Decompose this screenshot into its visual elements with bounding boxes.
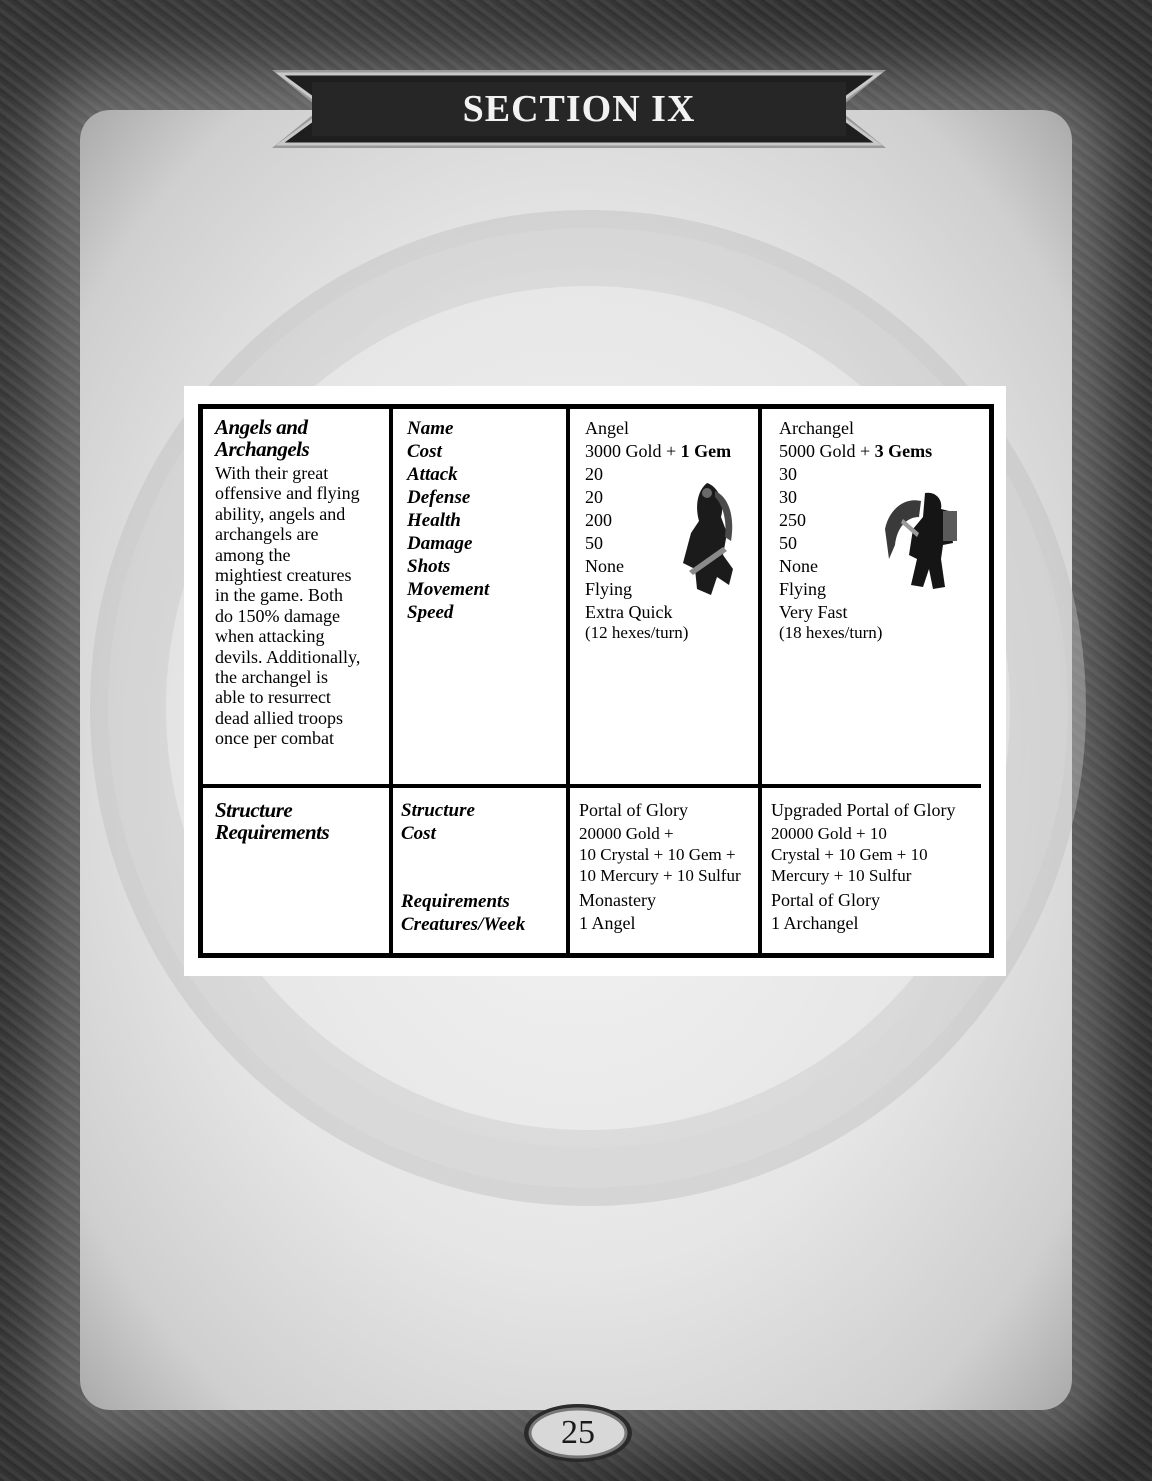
creature-movement: Flying	[779, 579, 827, 599]
description-line: the archangel is	[215, 667, 328, 688]
description-line: With their great	[215, 463, 329, 483]
description-line: among the	[215, 544, 291, 565]
stat-label-speed: Speed	[407, 602, 454, 623]
description-line: when attacking	[215, 626, 325, 647]
intro-title-line: Angels and	[215, 415, 308, 439]
description-line: ability, angels and	[215, 503, 346, 524]
creature-damage: 50	[585, 533, 603, 553]
creature-attack: 20	[585, 464, 603, 484]
creature-damage: 50	[779, 533, 797, 553]
description-line: devils. Additionally,	[215, 646, 361, 667]
creature-health: 250	[779, 510, 806, 530]
creature-cost	[585, 440, 757, 463]
angel-sprite-icon	[677, 477, 739, 601]
archangel-sprite-icon	[879, 489, 963, 593]
structure-creatures-week: 1 Angel	[579, 913, 636, 933]
page-number: 25	[561, 1414, 595, 1451]
structure-cost-line: Crystal + 10 Gem + 10	[771, 845, 928, 864]
creature-speed: Very Fast	[779, 602, 848, 622]
description-line: able to resurrect	[215, 687, 331, 708]
cost-prefix: 3000 Gold +	[585, 441, 681, 461]
creature-name: Archangel	[779, 418, 854, 438]
upgraded-portal-of-glory-cell	[771, 799, 985, 935]
structure-cost-line: 10 Crystal + 10 Gem +	[579, 845, 736, 864]
row-divider	[203, 784, 981, 788]
structure-title-line: Structure	[215, 798, 293, 822]
creature-shots: None	[585, 556, 624, 576]
structure-title-cell	[215, 799, 385, 843]
creature-speed: Extra Quick	[585, 602, 673, 622]
structure-cost-label: Cost	[401, 823, 436, 844]
structure-requirements-label: Requirements	[401, 891, 510, 912]
table-grid	[198, 404, 994, 958]
intro-title-line: Archangels	[215, 437, 310, 461]
description-line: archangels are	[215, 524, 319, 545]
intro-cell	[215, 416, 385, 749]
description-line: mightiest creatures	[215, 565, 352, 586]
column-divider	[566, 409, 570, 953]
structure-cost-line: Mercury + 10 Sulfur	[771, 865, 912, 885]
description-line: do 150% damage	[215, 605, 340, 626]
creature-speed-detail: (12 hexes/turn)	[585, 623, 689, 642]
structure-name: Portal of Glory	[579, 800, 688, 820]
stat-label-shots: Shots	[407, 556, 451, 577]
creature-cost	[779, 440, 979, 463]
stat-labels-cell	[407, 417, 562, 624]
structure-creatures-week: 1 Archangel	[771, 913, 859, 933]
cost-gems: 3 Gems	[874, 441, 933, 461]
stat-label-attack: Attack	[407, 464, 458, 485]
creature-name: Angel	[585, 418, 629, 438]
creature-shots: None	[779, 556, 818, 576]
creature-defense: 30	[779, 487, 797, 507]
stat-label-defense: Defense	[407, 487, 471, 508]
portal-of-glory-cell	[579, 799, 757, 935]
structure-cost-line: 10 Mercury + 10 Sulfur	[579, 865, 741, 885]
creature-health: 200	[585, 510, 612, 530]
description-line: dead allied troops	[215, 707, 343, 728]
stat-label-health: Health	[407, 510, 461, 531]
stat-label-cost: Cost	[407, 441, 442, 462]
column-divider	[758, 409, 762, 953]
structure-cost-line: 20000 Gold + 10	[771, 824, 887, 843]
structure-labels-cell	[401, 799, 563, 936]
description-line: once per combat	[215, 728, 334, 749]
creature-attack: 30	[779, 464, 797, 484]
section-banner	[272, 66, 886, 152]
structure-title-line: Requirements	[215, 820, 330, 844]
structure-cost-line: 20000 Gold +	[579, 824, 674, 843]
intro-description	[215, 463, 385, 749]
structure-requirements: Portal of Glory	[771, 890, 880, 910]
description-line: in the game. Both	[215, 585, 343, 606]
stat-label-damage: Damage	[407, 533, 473, 554]
structure-name: Upgraded Portal of Glory	[771, 800, 956, 820]
section-title: SECTION IX	[462, 88, 696, 130]
structure-label: Structure	[401, 800, 475, 821]
structure-creatures-week-label: Creatures/Week	[401, 914, 526, 935]
stat-label-name: Name	[407, 418, 454, 439]
creature-table	[184, 386, 1006, 976]
cost-prefix: 5000 Gold +	[779, 441, 875, 461]
column-divider	[389, 409, 393, 953]
description-line: offensive and flying	[215, 483, 360, 504]
page-number-badge	[522, 1402, 634, 1464]
stat-label-movement: Movement	[407, 579, 490, 600]
cost-gems: 1 Gem	[680, 441, 732, 461]
structure-requirements: Monastery	[579, 890, 656, 910]
creature-defense: 20	[585, 487, 603, 507]
creature-movement: Flying	[585, 579, 633, 599]
creature-speed-detail: (18 hexes/turn)	[779, 623, 883, 642]
